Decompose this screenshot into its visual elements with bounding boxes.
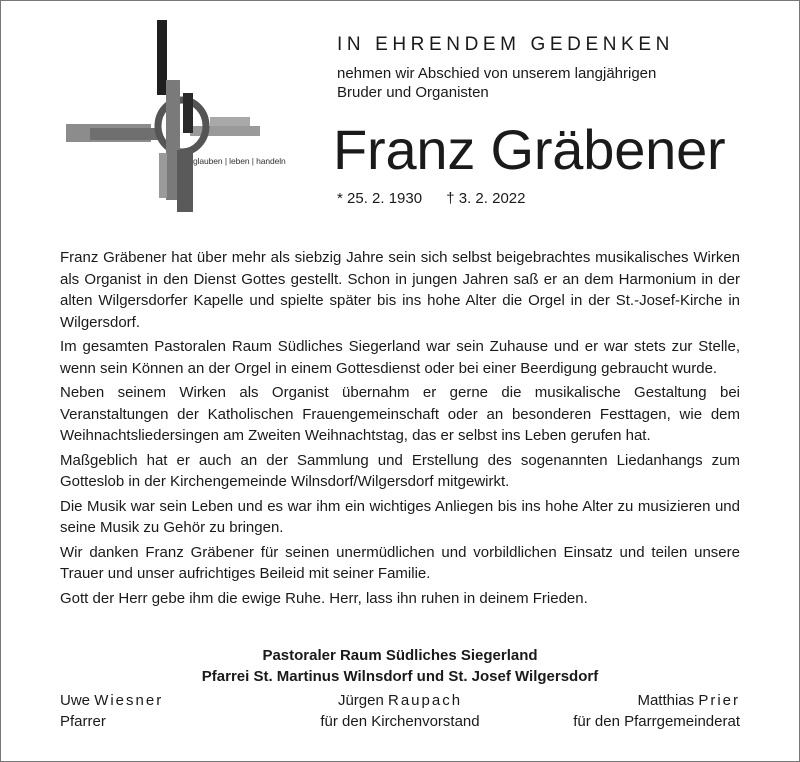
death-date: † 3. 2. 2022 bbox=[446, 190, 526, 207]
cross-with-circle-icon bbox=[60, 18, 300, 213]
header-subtitle-line1: nehmen wir Abschied von unserem langjährigen bbox=[337, 65, 657, 82]
signature-last-name: Prier bbox=[698, 692, 740, 709]
life-dates bbox=[337, 190, 525, 207]
paragraph: Gott der Herr gebe ihm die ewige Ruhe. Herr, lass ihn ruhen in deinem Frieden. bbox=[60, 589, 588, 607]
signature-church-board bbox=[286, 690, 514, 732]
paragraph: Franz Gräbener hat über mehr als siebzig Jahre sein sich selbst beigebrachtes musikalisches Wirken als Organist in den Dienst Gottes gestellt. Schon in jungen Jahren saß er an dem Harmonium in der alten Wilgersdorfer Kapelle und spielte später bis ins hohe Alter die Orgel in der St.-Josef-Kirche in Wilgersdorf. bbox=[60, 249, 740, 331]
signature-role: für den Kirchenvorstand bbox=[320, 713, 480, 730]
organization-block bbox=[60, 645, 740, 687]
paragraph: Wir danken Franz Gräbener für seinen unermüdlichen und vorbildlichen Einsatz und teilen unsere Trauer und unser aufrichtiges Beileid mit seiner Familie. bbox=[60, 543, 740, 582]
paragraph: Im gesamten Pastoralen Raum Südliches Siegerland war sein Zuhause und er war stets zur Stelle, wenn sein Können an der Orgel in einem Gottesdienst oder bei einer Beerdigung gebraucht wurde. bbox=[60, 338, 740, 377]
paragraph: Maßgeblich hat er auch an der Sammlung und Erstellung des sogenannten Liedanhangs zum Gotteslob in der Kirchengemeinde Wilnsdorf/Wilgersdorf mitgewirkt. bbox=[60, 451, 740, 490]
signature-parish-council bbox=[573, 690, 740, 732]
obituary-text bbox=[60, 247, 740, 612]
header-title: IN EHRENDEM GEDENKEN bbox=[337, 34, 674, 55]
signature-name bbox=[60, 690, 163, 711]
paragraph: Neben seinem Wirken als Organist übernahm er gerne die musikalische Gestaltung bei Veranstaltungen der Katholischen Frauengemeinschaft oder an besonderen Festtagen, wie dem Weihnachtsliedersingen am Zweiten Weihnachtstag, das er selbst ins Leben gerufen hat. bbox=[60, 384, 740, 444]
header-subtitle bbox=[337, 64, 656, 102]
signature-role: für den Pfarrgemeinderat bbox=[573, 713, 740, 730]
signature-pastor bbox=[60, 690, 163, 732]
signature-role: Pfarrer bbox=[60, 713, 106, 730]
signature-name bbox=[286, 690, 514, 711]
signature-last-name: Raupach bbox=[388, 692, 463, 709]
signature-last-name: Wiesner bbox=[94, 692, 164, 709]
signature-first-name: Matthias bbox=[637, 692, 695, 709]
paragraph: Die Musik war sein Leben und es war ihm ein wichtiges Anliegen bis ins hohe Alter zu musizieren und seine Musik zu Gehör zu bringen. bbox=[60, 497, 740, 536]
organization-line1: Pastoraler Raum Südliches Siegerland bbox=[262, 647, 538, 664]
organization-line2: Pfarrei St. Martinus Wilnsdorf und St. Josef Wilgersdorf bbox=[201, 668, 599, 685]
deceased-name: Franz Gräbener bbox=[333, 118, 726, 181]
header-subtitle-line2: Bruder und Organisten bbox=[337, 84, 489, 101]
signature-name bbox=[573, 690, 740, 711]
birth-date: * 25. 2. 1930 bbox=[337, 190, 423, 207]
logo-caption: glauben | leben | handeln bbox=[193, 156, 286, 166]
signature-first-name: Uwe bbox=[60, 692, 91, 709]
signature-first-name: Jürgen bbox=[337, 692, 384, 709]
